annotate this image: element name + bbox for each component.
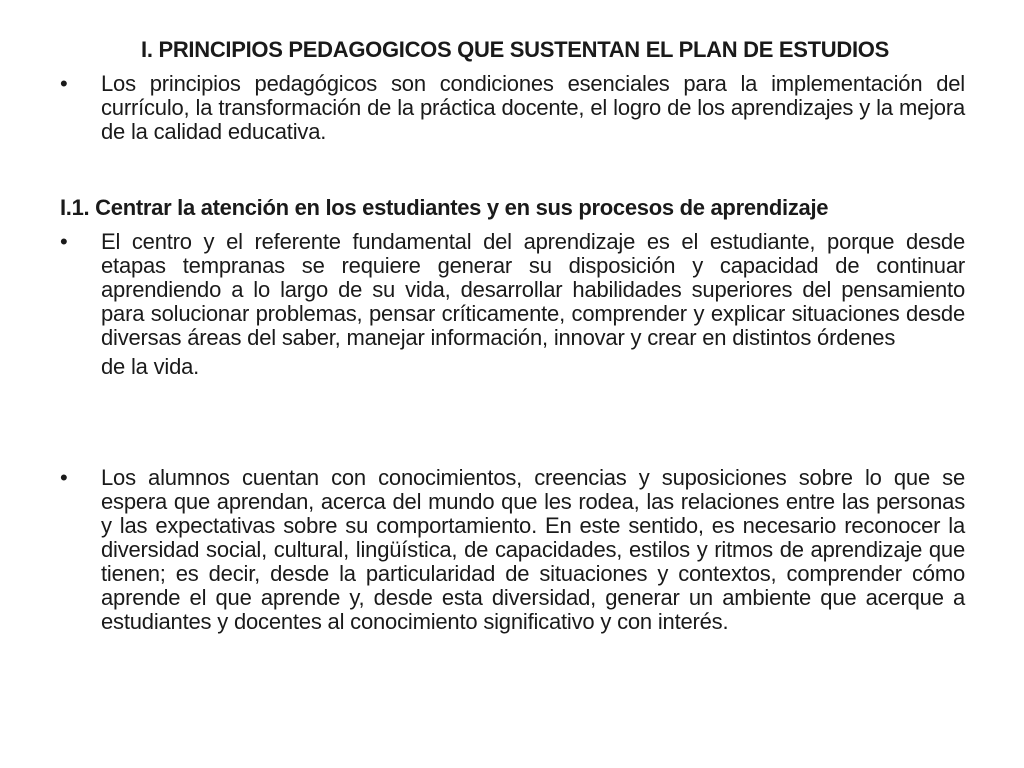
bullet-text-tail: de la vida.	[101, 354, 200, 379]
bullet-text-main: El centro y el referente fundamental del aprendizaje es el estudiante, porque desde etapas tempranas se requiere generar su disposición y capacidad de continuar aprendiendo a lo largo de su vida, desarrollar habilidades superiores del pensamiento para solucionar problemas, pensar críticamente, comprender y explicar situaciones desde diversas áreas del saber, manejar información, innovar y crear en distintos órdenes	[101, 229, 965, 350]
bullet-item-intro	[60, 72, 965, 144]
bullet-text-intro: Los principios pedagógicos son condiciones esenciales para la implementación del currículo, la transformación de la práctica docente, el logro de los aprendizajes y la mejora de la calidad educativa.	[101, 71, 965, 144]
section-heading: I.1. Centrar la atención en los estudiantes y en sus procesos de aprendizaje	[60, 195, 829, 220]
slide-title: I. PRINCIPIOS PEDAGOGICOS QUE SUSTENTAN EL PLAN DE ESTUDIOS	[141, 37, 889, 62]
bullet-icon: •	[60, 71, 68, 96]
bullet-icon: •	[60, 229, 68, 254]
bullet-item-students-knowledge	[60, 466, 965, 634]
bullet-item-student-center	[60, 230, 965, 379]
bullet-text-student-center	[101, 230, 965, 379]
bullet-text-students-knowledge: Los alumnos cuentan con conocimientos, creencias y suposiciones sobre lo que se espera que aprendan, acerca del mundo que les rodea, las relaciones entre las personas y las expectativas sobre su comportamiento. En este sentido, es necesario reconocer la diversidad social, cultural, lingüística, de capacidades, estilos y ritmos de aprendizaje que tienen; es decir, desde la particularidad de situaciones y contextos, comprender cómo aprende el que aprende y, desde esta diversidad, generar un ambiente que acerque a estudiantes y docentes al conocimiento significativo y con interés.	[101, 465, 965, 634]
bullet-icon: •	[60, 465, 68, 490]
